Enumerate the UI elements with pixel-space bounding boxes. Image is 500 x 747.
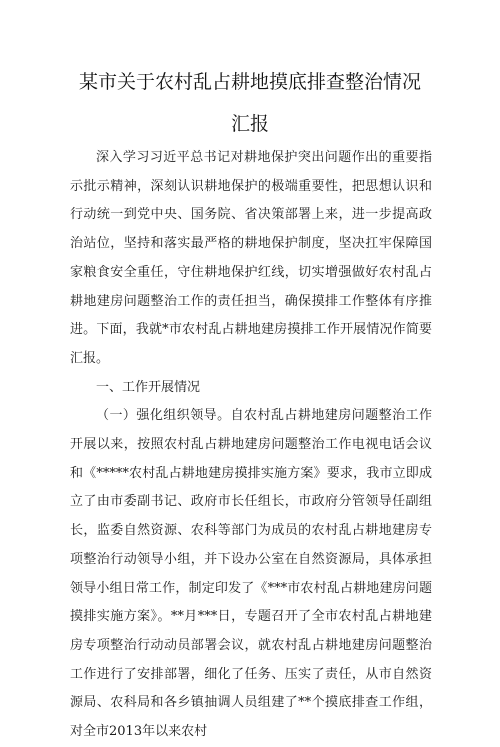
document-title-line-2: 汇报 xyxy=(230,113,269,135)
subsection-paragraph: （一）强化组织领导。自农村乱占耕地建房问题整治工作开展以来，按照农村乱占耕地建房问题整治工作电视电话会议和《*****农村乱占耕地建房摸排实施方案》要求，我市立即成立了由市委副书记、政府市长任组长，市政府分管领导任副组长，监委自然资源、农科等部门为成员的农村乱占耕地建房专项整治行动领导小组，并下设办公室在自然资源局，具体承担领导小组日常工作，制定印发了《***市农村乱占耕地建房问题摸排实施方案》。**月***日，专题召开了全市农村乱占耕地建房专项整治行动动员部署会议，就农村乱占耕地建房问题整治工作进行了安排部署，细化了任务、压实了责任，从市自然资源局、农科局和各乡镇抽调人员组建了**个摸底排查工作组，对全市2013年以来农村 xyxy=(70,408,432,740)
document-title-line-1: 某市关于农村乱占耕地摸底排查整治情况 xyxy=(78,71,421,93)
document-body xyxy=(70,144,432,747)
intro-paragraph: 深入学习习近平总书记对耕地保护突出问题作出的重要指示批示精神，深刻认识耕地保护的极端重要性，把思想认识和行动统一到党中央、国务院、省决策部署上来，进一步提高政治站位，坚持和落实最严格的耕地保护制度，坚决扛牢保障国家粮食安全重任，守住耕地保护红线，切实增强做好农村乱占耕地建房问题整治工作的责任担当，确保摸排工作整体有序推进。下面，我就*市农村乱占耕地建房摸排工作开展情况作简要汇报。 xyxy=(70,150,432,366)
section-heading: 一、工作开展情况 xyxy=(96,379,201,395)
